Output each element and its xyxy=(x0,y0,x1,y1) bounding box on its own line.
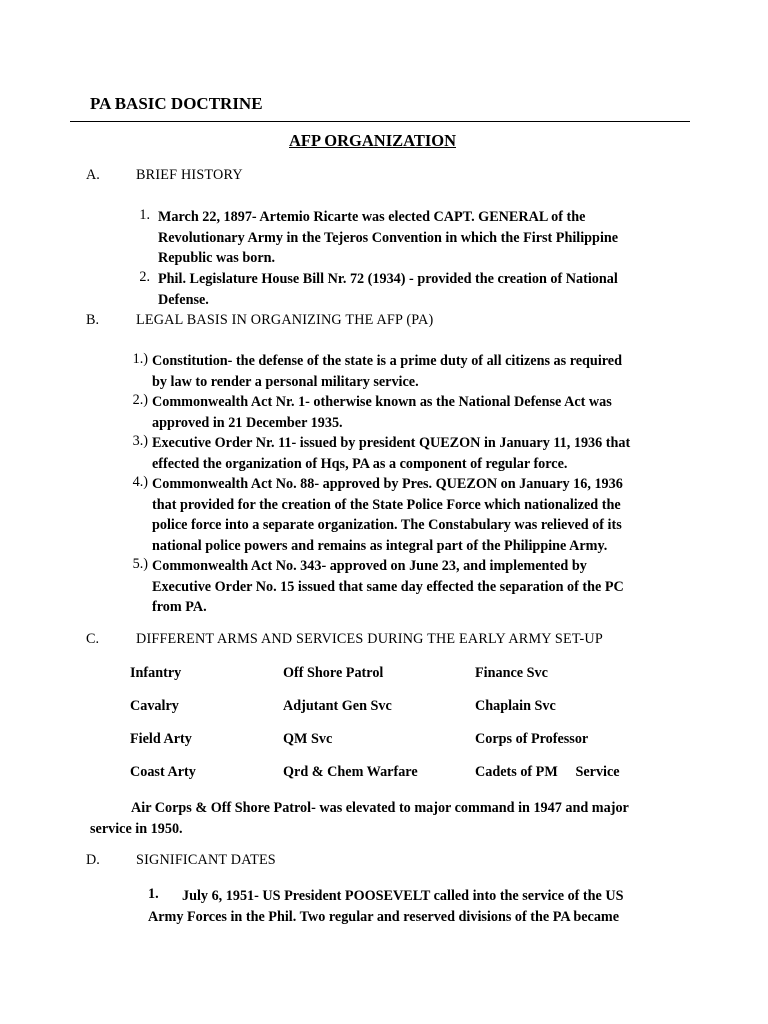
list-item-line: by law to render a personal military service. xyxy=(152,373,419,390)
grid-cell: QM Svc xyxy=(283,731,333,747)
list-item-number: 4.) xyxy=(132,474,148,490)
list-item-line: Executive Order Nr. 11- issued by president QUEZON in January 11, 1936 that xyxy=(152,435,631,451)
list-item-number: 2.) xyxy=(132,392,148,408)
section-b-letter: B. xyxy=(86,312,100,328)
list-item-line: Phil. Legislature House Bill Nr. 72 (1934) - provided the creation of National xyxy=(158,271,618,287)
section-d-letter: D. xyxy=(86,852,100,868)
list-item-number: 5.) xyxy=(132,556,148,572)
list-item-line: effected the organization of Hqs, PA as a component of regular force. xyxy=(152,455,568,472)
section-c-heading: DIFFERENT ARMS AND SERVICES DURING THE EARLY ARMY SET-UP xyxy=(136,631,603,647)
list-item-line: Army Forces in the Phil. Two regular and reserved divisions of the PA became xyxy=(148,908,620,925)
list-item-number: 1. xyxy=(148,886,159,902)
list-item-line: March 22, 1897- Artemio Ricarte was elected CAPT. GENERAL of the xyxy=(158,209,586,225)
list-item-line: from PA. xyxy=(152,599,207,615)
list-item-number: 3.) xyxy=(132,433,148,449)
section-b-heading: LEGAL BASIS IN ORGANIZING THE AFP (PA) xyxy=(136,312,434,328)
grid-cell: Coast Arty xyxy=(130,764,196,780)
section-title: AFP ORGANIZATION xyxy=(289,131,456,150)
list-item-line: Revolutionary Army in the Tejeros Convention in which the First Philippine xyxy=(158,229,619,246)
list-item-line: Republic was born. xyxy=(158,250,276,266)
grid-cell: Cavalry xyxy=(130,698,179,714)
document-title: PA BASIC DOCTRINE xyxy=(90,94,263,113)
grid-cell: Cadets of PM Service xyxy=(475,764,620,780)
paragraph-line: service in 1950. xyxy=(90,820,183,837)
grid-cell: Finance Svc xyxy=(475,665,548,681)
list-item-number: 1.) xyxy=(132,351,148,367)
grid-cell: Adjutant Gen Svc xyxy=(283,698,392,714)
section-d-heading: SIGNIFICANT DATES xyxy=(136,852,276,868)
grid-cell: Qrd & Chem Warfare xyxy=(283,764,418,780)
grid-cell: Chaplain Svc xyxy=(475,698,556,714)
list-item-line: Executive Order No. 15 issued that same day effected the separation of the PC xyxy=(152,578,624,595)
list-item-number: 1. xyxy=(139,207,150,223)
section-a-heading: BRIEF HISTORY xyxy=(136,167,243,183)
list-item-line: that provided for the creation of the State Police Force which nationalized the xyxy=(152,496,621,513)
list-item-line: Defense. xyxy=(158,291,209,308)
list-item-line: Commonwealth Act No. 88- approved by Pres. QUEZON on January 16, 1936 xyxy=(152,476,623,492)
grid-cell: Field Arty xyxy=(130,731,192,747)
section-a-letter: A. xyxy=(86,167,100,183)
header-rule xyxy=(70,121,690,122)
grid-cell: Off Shore Patrol xyxy=(283,665,384,681)
list-item-line: Commonwealth Act No. 343- approved on June 23, and implemented by xyxy=(152,558,587,574)
list-item-line: July 6, 1951- US President POOSEVELT called into the service of the US xyxy=(182,888,624,904)
paragraph-line: Air Corps & Off Shore Patrol- was elevated to major command in 1947 and major xyxy=(131,800,629,816)
list-item-line: police force into a separate organization. The Constabulary was relieved of its xyxy=(152,517,622,533)
list-item-line: Commonwealth Act Nr. 1- otherwise known as the National Defense Act was xyxy=(152,394,612,410)
list-item-line: national police powers and remains as integral part of the Philippine Army. xyxy=(152,537,608,554)
list-item-line: approved in 21 December 1935. xyxy=(152,414,343,431)
list-item-line: Constitution- the defense of the state is a prime duty of all citizens as required xyxy=(152,353,622,369)
grid-cell: Infantry xyxy=(130,665,182,681)
grid-cell: Corps of Professor xyxy=(475,731,589,747)
section-c-letter: C. xyxy=(86,631,100,647)
list-item-number: 2. xyxy=(139,269,150,285)
